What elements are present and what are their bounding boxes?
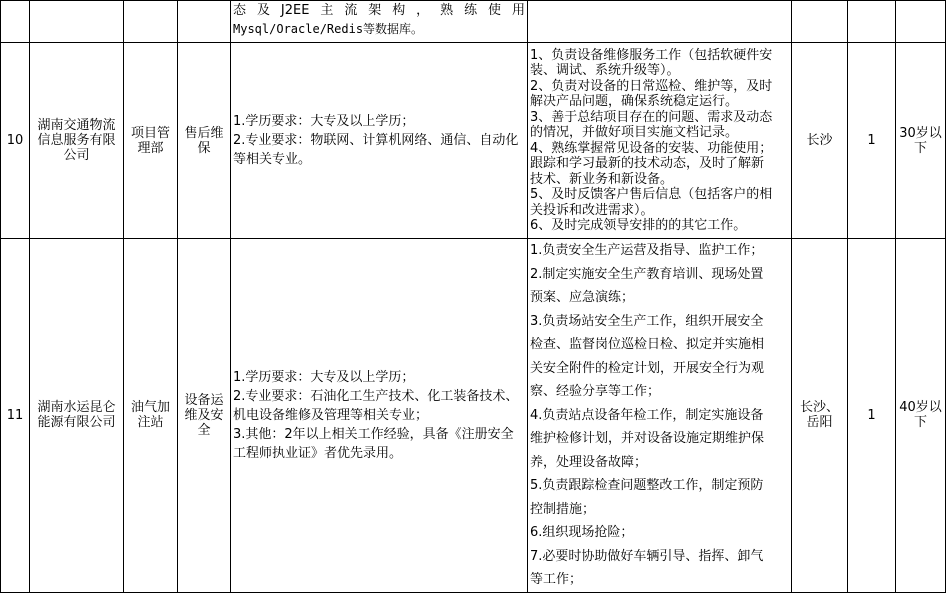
duty-line: 控制措施； [530,501,596,517]
company-cell: 湖南水运昆仑能源有限公司 [30,239,124,593]
duty-line: 装、调试、系统升级等）。 [530,63,680,78]
duty-line: 关投诉和改进需求）。 [530,202,654,218]
duties-cell [528,239,792,593]
duty-line: 1、负责设备维修服务工作（包括软硬件安 [530,47,773,63]
requirements-cell [231,1,528,43]
requirement-line: 2.专业要求：石油化工生产技术、化工装备技术、机电设备维修及管理等相关专业； [233,388,519,423]
duties-cell [528,43,792,239]
no-cell: 11 [1,239,30,593]
table-row [1,43,946,239]
position-cell [178,1,231,43]
duty-line: 1.负责安全生产运营及指导、监护工作； [530,243,764,258]
duty-line: 2、负责对设备的日常巡检、维护等，及时 [530,78,773,94]
position-cell: 设备运维及安全 [178,239,231,593]
duty-line: 维护检修计划，并对设备设施定期维护保 [530,431,765,446]
duty-line: 5.负责跟踪检查问题整改工作，制定预防 [530,478,764,493]
requirements-cell [231,43,528,239]
duty-line: 4.负责站点设备年检工作，制定实施设备 [530,407,764,423]
count-cell: 1 [848,239,896,593]
department-cell: 油气加注站 [124,239,178,593]
count-cell: 1 [848,43,896,239]
duty-line: 察、经验分享等工作； [530,384,661,399]
duty-line: 技术、新业务和新设备。 [530,171,674,187]
location-cell: 长沙、岳阳 [792,239,848,593]
company-cell [30,1,124,43]
duty-line: 7.必要时协助做好车辆引导、指挥、卸气 [530,548,764,564]
table-row [1,239,946,593]
requirement-line: 2.专业要求：物联网、计算机网络、通信、自动化等相关专业。 [233,133,519,167]
duty-line: 6.组织现场抢险； [530,525,634,540]
position-cell: 售后维保 [178,43,231,239]
duty-line: 4、熟练掌握常见设备的安装、功能使用； [530,140,773,156]
company-cell: 湖南交通物流信息服务有限公司 [30,43,124,239]
requirement-line: 1.学历要求：大专及以上学历； [233,369,415,385]
duty-line: 跟踪和学习最新的技术动态，及时了解新 [530,156,765,171]
location-cell [792,1,848,43]
requirements-cell [231,239,528,593]
requirement-line: Mysql/Oracle/Redis等数据库。 [233,22,424,36]
duty-line: 预案、应急演练； [530,290,635,305]
requirement-line: 3.其他：2年以上相关工作经验，具备《注册安全工程师执业证》者优先录用。 [233,426,514,461]
duty-line: 关安全附件的检定计划，开展安全行为观 [530,360,765,376]
department-cell [124,1,178,43]
duty-line: 2.制定实施安全生产教育培训、现场处置 [530,266,764,282]
duty-line: 解决产品问题，确保系统稳定运行。 [530,94,739,109]
age-cell: 40岁以下 [896,239,946,593]
location-cell: 长沙 [792,43,848,239]
count-cell [848,1,896,43]
no-cell [1,1,30,43]
duty-line: 6、及时完成领导安排的的其它工作。 [530,218,747,233]
table-row [1,1,946,43]
duty-line: 的情况，并做好项目实施文档记录。 [530,125,739,140]
duty-line: 3.负责场站安全生产工作，组织开展安全 [530,313,764,329]
no-cell: 10 [1,43,30,239]
duty-line: 养，处理设备故障； [530,454,648,470]
duty-line: 3、善于总结项目存在的问题、需求及动态 [530,109,773,125]
duty-line: 检查、监督岗位巡检日检、拟定并实施相 [530,337,765,352]
duty-line: 等工作； [530,572,583,587]
duties-cell [528,1,792,43]
department-cell: 项目管理部 [124,43,178,239]
age-cell: 30岁以下 [896,43,946,239]
duty-line: 5、及时反馈客户售后信息（包括客户的相 [530,187,773,202]
age-cell [896,1,946,43]
requirement-line: 1.学历要求：大专及以上学历； [233,114,415,129]
requirement-line: 态及J2EE主流架构，熟练使用 [233,3,525,18]
